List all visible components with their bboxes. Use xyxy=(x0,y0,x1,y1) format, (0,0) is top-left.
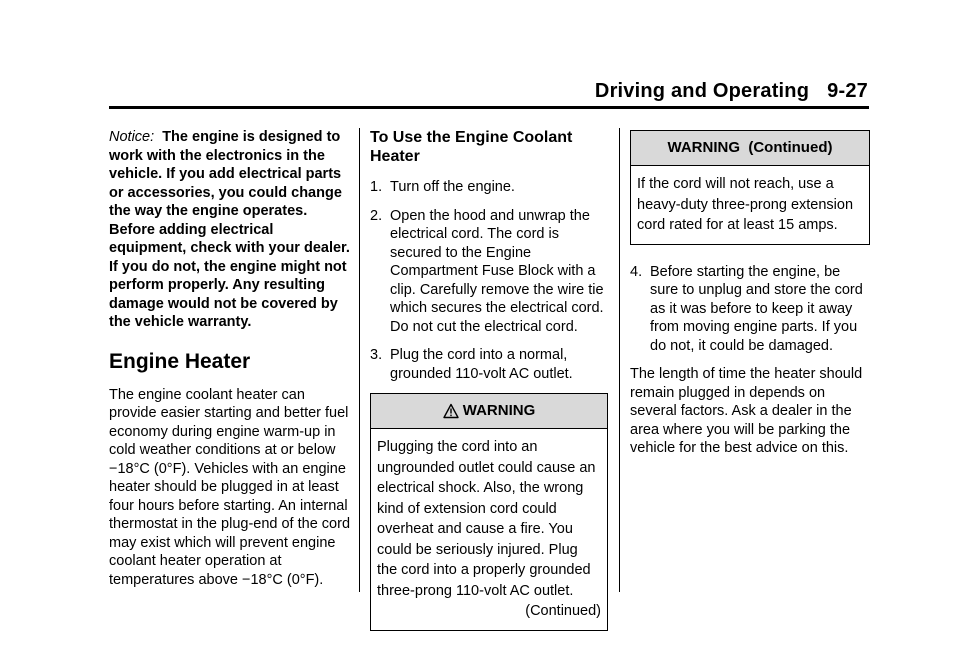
step-number: 3. xyxy=(370,347,383,363)
warning-continued-body: If the cord will not reach, use a heavy-duty three-prong extension cord rated for at least 15 amps. xyxy=(637,176,854,233)
warning-text: Plugging the cord into an ungrounded outlet could cause an electrical shock. Also, the wrong kind of extension cord could overheat and cause a fire. You could be seriously injured. Plug the cord into a properly grounded three-prong 110-volt AC outlet. xyxy=(377,439,596,599)
step-1 xyxy=(370,178,608,197)
warning-continued-header xyxy=(631,131,869,166)
notice-paragraph xyxy=(109,128,351,332)
continued-label: (Continued) xyxy=(525,603,601,619)
step-number: 2. xyxy=(370,207,383,224)
column-divider-1 xyxy=(359,128,360,592)
step-text: Open the hood and unwrap the electrical cord. The cord is secured to the Engine Compartment Fuse Block with a clip. Carefully remove the wire tie which secures the electrical cord. Do not cut the electrical cord. xyxy=(390,207,604,335)
step-text: Turn off the engine. xyxy=(390,179,515,195)
column-2 xyxy=(370,128,608,641)
step-number: 4. xyxy=(630,263,643,280)
coolant-heater-heading: To Use the Engine Coolant Heater xyxy=(370,129,573,165)
warning-box xyxy=(370,393,608,631)
engine-heater-heading: Engine Heater xyxy=(109,349,251,373)
notice-text: The engine is designed to work with the electronics in the vehicle. If you add electrical parts or accessories, you could change the way the engine operates. Before adding electrical equipment, check with your dealer. If you do not, the engine might not perform properly. Any resulting damage would not be covered by the vehicle warranty. xyxy=(109,129,350,330)
page-number: 9-27 xyxy=(827,80,868,102)
engine-heater-paragraph: The engine coolant heater can provide easier starting and better fuel economy during engine warm-up in cold weather conditions at or below −18°C (0°F). Vehicles with an engine heater should be plugged in at least four hours before starting. An internal thermostat in the plug-end of the cord may exist which will prevent engine coolant heater operation at temperatures above −18°C (0°F). xyxy=(109,386,351,588)
notice-label: Notice: xyxy=(109,129,155,145)
step-text: Before starting the engine, be sure to unplug and store the cord as it was before to keep it away from moving engine parts. If you do not, it could be damaged. xyxy=(650,263,863,354)
section-title: Driving and Operating xyxy=(594,80,810,102)
warning-icon xyxy=(443,403,459,419)
step-3 xyxy=(370,346,608,383)
column-1 xyxy=(109,128,351,599)
warning-continued-title: WARNING (Continued) xyxy=(667,138,833,156)
page-header xyxy=(595,80,868,103)
warning-body xyxy=(371,429,607,630)
column-3 xyxy=(630,128,870,468)
warning-header xyxy=(371,394,607,429)
step-text: Plug the cord into a normal, grounded 110-volt AC outlet. xyxy=(390,347,573,382)
step-2 xyxy=(370,207,608,337)
warning-title: WARNING xyxy=(462,401,536,419)
header-rule xyxy=(109,106,869,109)
step-number: 1. xyxy=(370,179,383,195)
warning-continued-box xyxy=(630,130,870,245)
column-divider-2 xyxy=(619,128,620,592)
step-4 xyxy=(630,263,870,356)
heater-duration-paragraph: The length of time the heater should remain plugged in depends on several factors. Ask a dealer in the area where you will be parking the vehicle for the best advice on this. xyxy=(630,366,863,456)
